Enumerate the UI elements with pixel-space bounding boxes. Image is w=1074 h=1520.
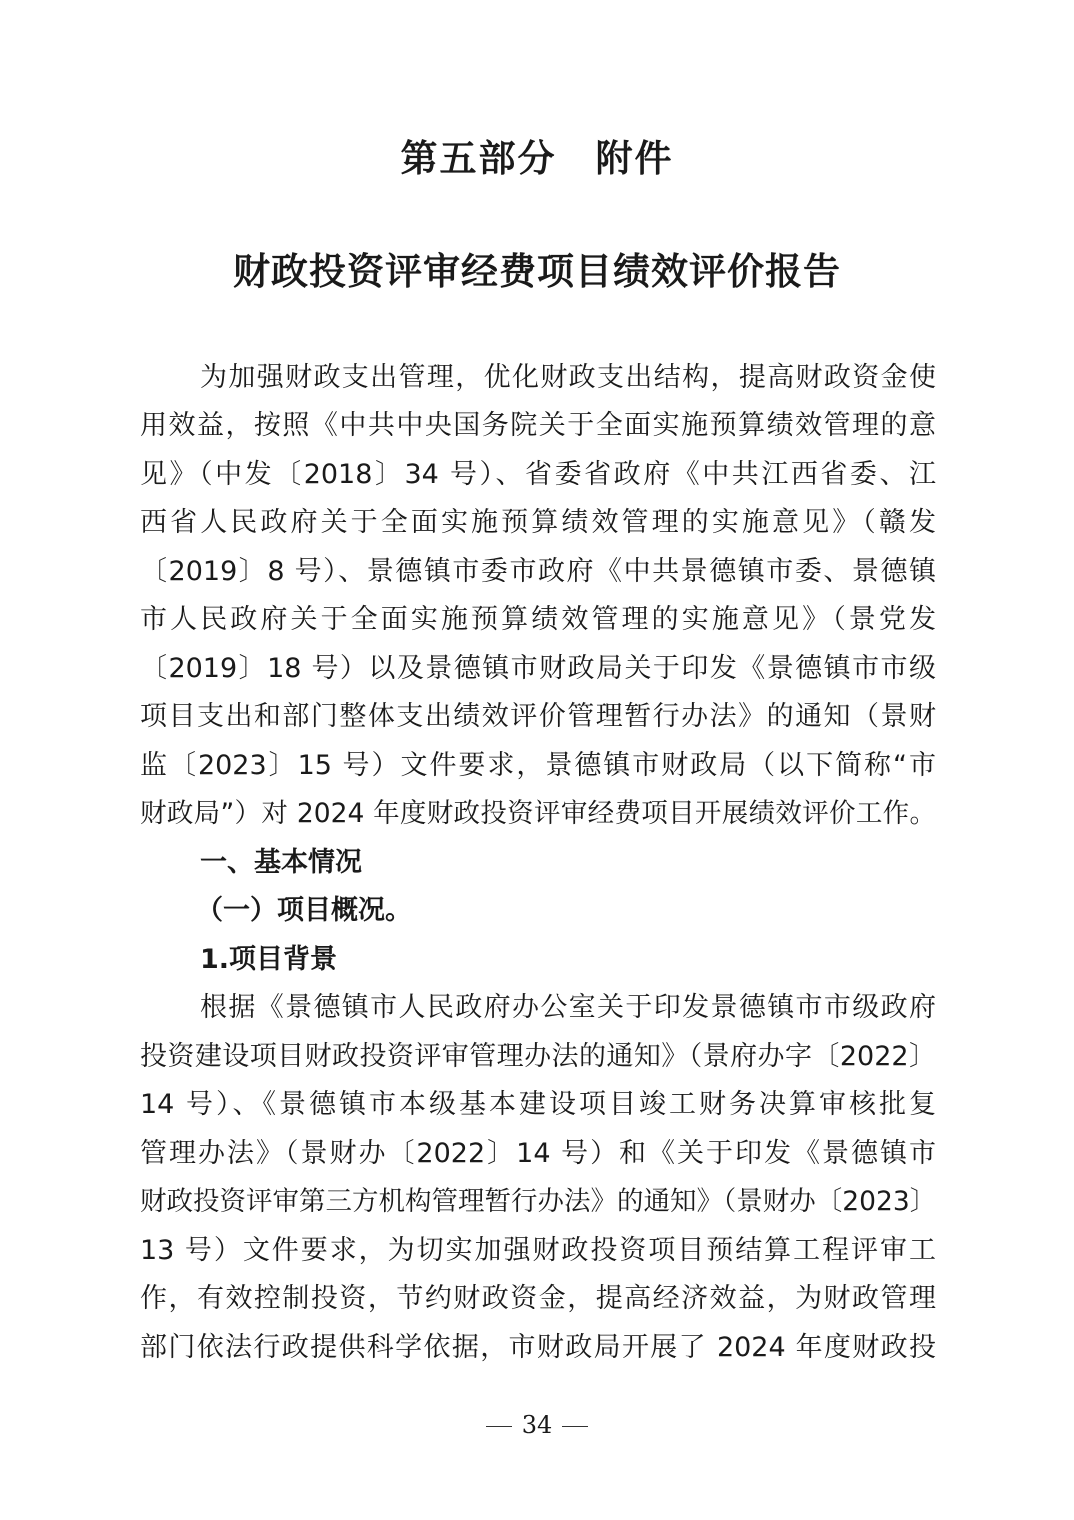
page-number-dash-left — [486, 1426, 512, 1427]
paragraph-line: 13 号）文件要求，为切实加强财政投资项目预结算工程评审工 — [140, 1235, 936, 1266]
paragraph-line: 用效益，按照《中共中央国务院关于全面实施预算绩效管理的意 — [140, 410, 936, 441]
paragraph-line: 财政局”）对 2024 年度财政投资评审经费项目开展绩效评价工作。 — [140, 798, 936, 829]
page-number-dash-right — [562, 1426, 588, 1427]
paragraph-line: 财政投资评审第三方机构管理暂行办法》的通知》（景财办〔2023〕 — [140, 1186, 937, 1217]
paragraph-line: 为加强财政支出管理，优化财政支出结构，提高财政资金使 — [200, 362, 936, 393]
paragraph-line: 〔2019〕18 号）以及景德镇市财政局关于印发《景德镇市市级 — [140, 653, 936, 684]
paragraph-line: 作，有效控制投资，节约财政资金，提高经济效益，为财政管理 — [140, 1283, 936, 1314]
paragraph-line: 14 号）、《景德镇市本级基本建设项目竣工财务决算审核批复 — [140, 1089, 936, 1120]
paragraph-line: 监〔2023〕15 号）文件要求，景德镇市财政局（以下简称“市 — [140, 750, 936, 781]
paragraph-line: 项目支出和部门整体支出绩效评价管理暂行办法》的通知（景财 — [140, 701, 936, 732]
paragraph-line: 根据《景德镇市人民政府办公室关于印发景德镇市市级政府 — [200, 992, 936, 1023]
section-heading: 一、基本情况 — [200, 847, 362, 878]
report-title: 财政投资评审经费项目绩效评价报告 — [233, 249, 841, 293]
paragraph-line: 部门依法行政提供科学依据，市财政局开展了 2024 年度财政投 — [140, 1332, 936, 1363]
paragraph-line: 管理办法》（景财办〔2022〕14 号）和《关于印发《景德镇市 — [140, 1138, 936, 1169]
paragraph-line: 〔2019〕8 号）、景德镇市委市政府《中共景德镇市委、景德镇 — [140, 556, 936, 587]
paragraph-line: 投资建设项目财政投资评审管理办法的通知》（景府办字〔2022〕 — [140, 1041, 936, 1072]
paragraph-line: 见》（中发〔2018〕34 号）、省委省政府《中共江西省委、江 — [140, 459, 936, 490]
subsection-heading: （一）项目概况。 — [196, 895, 412, 926]
page-number — [0, 1410, 1074, 1440]
item-heading: 1.项目背景 — [200, 944, 338, 975]
part-title: 第五部分 附件 — [400, 136, 674, 180]
page-number-value: 34 — [521, 1411, 553, 1439]
paragraph-line: 西省人民政府关于全面实施预算绩效管理的实施意见》（赣发 — [140, 507, 936, 538]
paragraph-line: 市人民政府关于全面实施预算绩效管理的实施意见》（景党发 — [140, 604, 936, 635]
